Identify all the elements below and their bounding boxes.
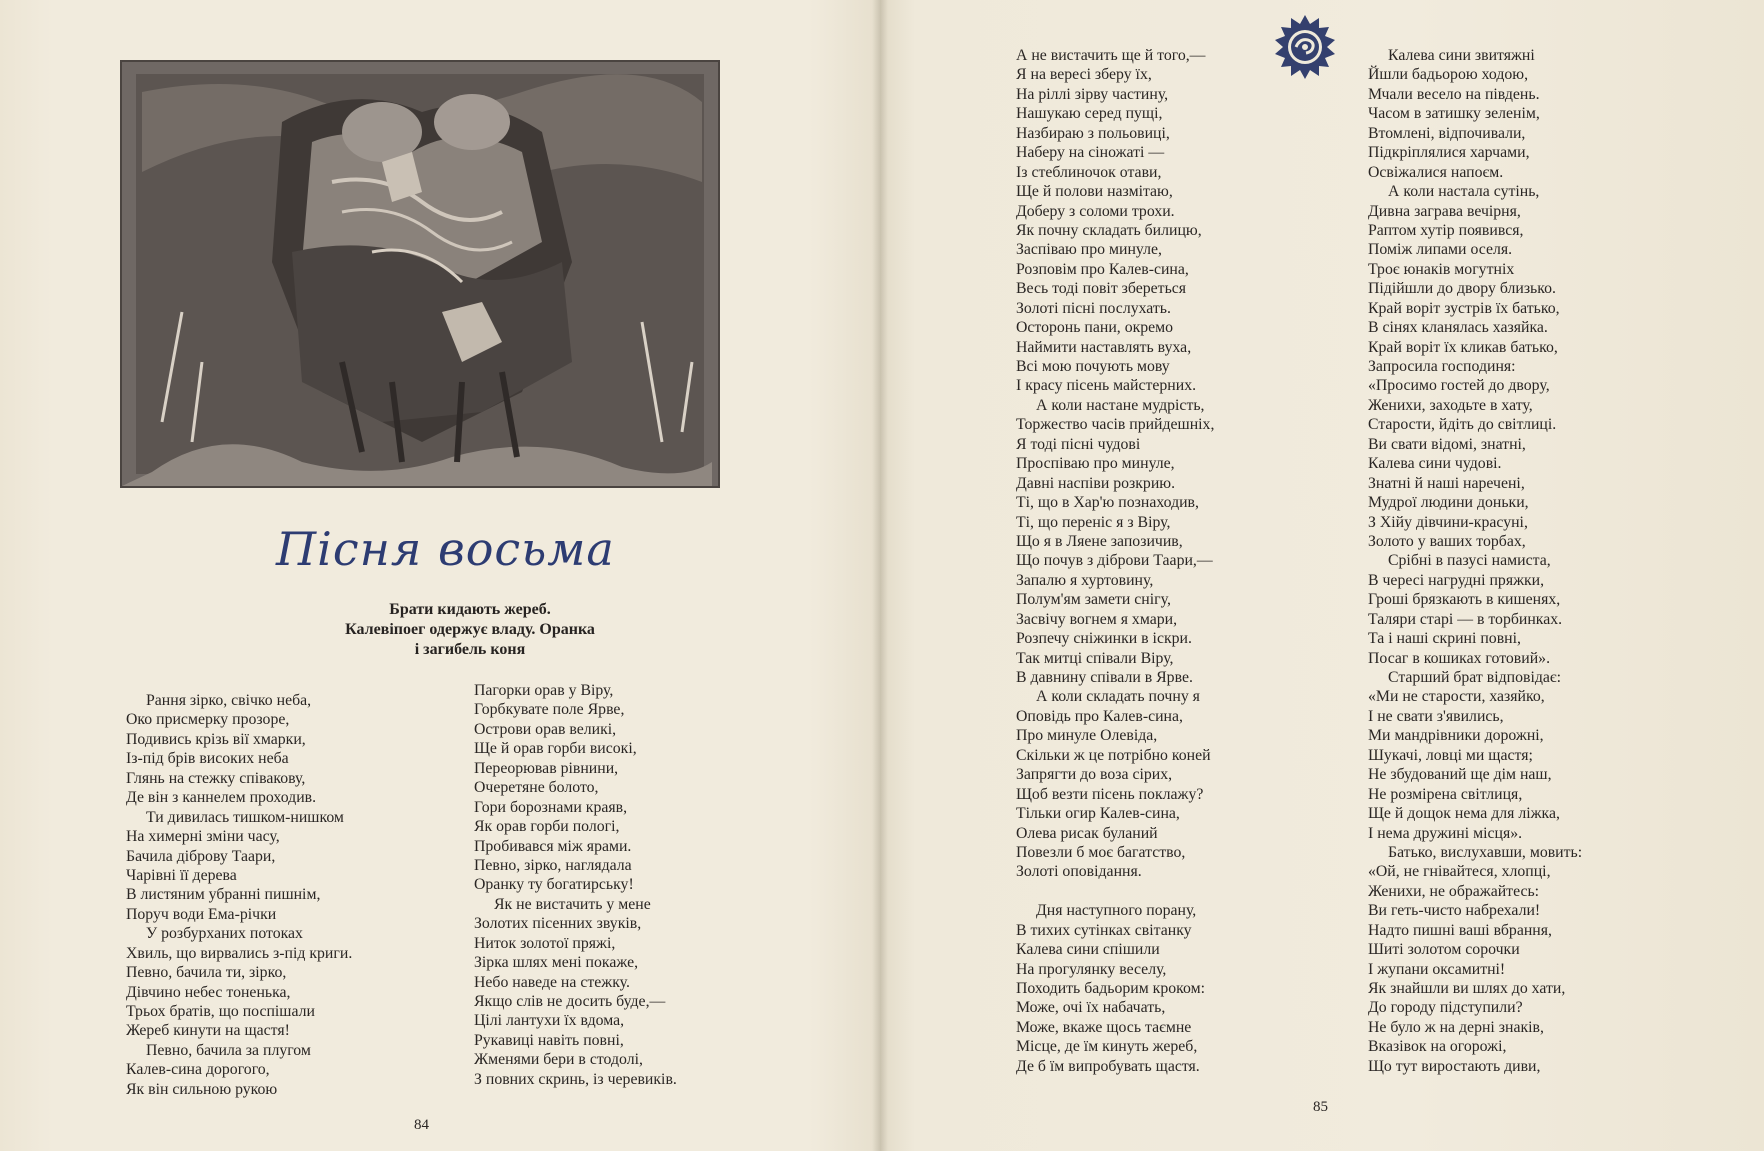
- verse-line: Заспіваю про минуле,: [1016, 241, 1162, 259]
- summary-line: Калевіпоег одержує владу. Оранка: [345, 621, 595, 638]
- verse-line: Де він з каннелем проходив.: [126, 789, 317, 807]
- verse-line: Не розмірена світлиця,: [1368, 785, 1523, 803]
- verse-line: Наберу на сіножаті —: [1016, 144, 1165, 162]
- verse-line: Запрягти до воза сірих,: [1016, 766, 1173, 784]
- verse-line: Дівчино небес тоненька,: [126, 983, 291, 1001]
- verse-line: Золото у ваших торбах,: [1368, 532, 1526, 550]
- verse-line: «Ой, не гнівайтеся, хлопці,: [1368, 863, 1551, 881]
- verse-line: Щоб везти пісень поклажу?: [1016, 785, 1204, 803]
- verse-line: Шиті золотом сорочки: [1368, 941, 1520, 959]
- verse-line: Старости, йдіть до світлиці.: [1368, 416, 1557, 434]
- verse-line: Гроші брязкають в кишенях,: [1368, 591, 1561, 609]
- verse-line: Ті, що переніс я з Віру,: [1016, 513, 1171, 531]
- verse-line: Глянь на стежку співакову,: [126, 769, 306, 787]
- verse-line: До городу підступили?: [1368, 999, 1523, 1017]
- verse-line: Цілі лантухи їх вдома,: [474, 1012, 625, 1030]
- ornamental-emblem-icon: [1272, 14, 1338, 80]
- verse-line: А коли складать почну я: [1036, 688, 1200, 706]
- verse-line: Певно, зірко, наглядала: [474, 856, 632, 874]
- verse-line: Ми мандрівники дорожні,: [1368, 727, 1544, 745]
- verse-line: Доберу з соломи трохи.: [1016, 202, 1175, 220]
- verse-line: Женихи, заходьте в хату,: [1368, 396, 1533, 414]
- verse-line: Підійшли до двору близько.: [1368, 280, 1556, 298]
- verse-line: Поміж липами оселя.: [1368, 241, 1513, 259]
- verse-line: Певно, бачила за плугом: [146, 1041, 311, 1059]
- verse-line: Старший брат відповідає:: [1388, 669, 1562, 686]
- verse-line: Чарівні її дерева: [126, 866, 237, 884]
- verse-line: Золоті оповідання.: [1016, 863, 1142, 881]
- verse-line: Знатні й наші наречені,: [1368, 474, 1525, 492]
- verse-line: «Просимо гостей до двору,: [1368, 377, 1550, 395]
- verse-line: Не було ж на дерні знаків,: [1368, 1018, 1544, 1036]
- verse-line: Повезли б моє багатство,: [1016, 843, 1186, 861]
- verse-line: Раптом хутір появився,: [1368, 221, 1524, 239]
- verse-line: Не збудований ще дім наш,: [1368, 766, 1552, 784]
- verse-line: Мудрої людини доньки,: [1368, 494, 1529, 512]
- embracing-figures-engraving: [122, 62, 718, 486]
- verse-line: Ти дивилась тишком-нишком: [146, 808, 344, 826]
- verse-line: Женихи, не ображайтесь:: [1368, 882, 1540, 900]
- verse-line: Край воріт їх кликав батько,: [1368, 338, 1558, 356]
- verse-line: Гори борознами краяв,: [474, 798, 628, 816]
- verse-line: Запросила господиня:: [1368, 358, 1516, 375]
- verse-line: Я тоді пісні чудові: [1016, 435, 1141, 453]
- verse-line: Вказівок на огорожі,: [1368, 1038, 1507, 1056]
- verse-line: Срібні в пазусі намиста,: [1388, 552, 1551, 570]
- verse-line: На химерні зміни часу,: [126, 828, 280, 846]
- verse-line: Осторонь пани, окремо: [1016, 319, 1174, 337]
- verse-line: Хвиль, що вирвались з-під криги.: [126, 944, 353, 962]
- verse-line: І красу пісень майстерних.: [1016, 377, 1197, 395]
- verse-column-left-2: [474, 681, 677, 1089]
- verse-line: Острови орав великі,: [474, 720, 617, 738]
- verse-line: Таляри старі — в торбинках.: [1368, 610, 1563, 628]
- verse-line: Калева сини чудові.: [1368, 455, 1502, 473]
- verse-line: Жменями бери в стодолі,: [474, 1051, 643, 1069]
- verse-line: Переорював рівнини,: [474, 759, 619, 777]
- verse-line: А не вистачить ще й того,—: [1016, 47, 1206, 64]
- verse-line: Поруч води Ема-річки: [126, 905, 277, 923]
- verse-line: Полум'ям замети снігу,: [1016, 591, 1171, 609]
- verse-line: Жереб кинути на щастя!: [126, 1022, 290, 1040]
- verse-line: З Хійу дівчини-красуні,: [1368, 513, 1528, 531]
- verse-line: Ще й дощок нема для ліжка,: [1368, 805, 1560, 823]
- verse-line: Дивна заграва вечірня,: [1368, 202, 1521, 220]
- verse-line: Що тут виростають диви,: [1368, 1057, 1541, 1075]
- verse-line: Розповім про Калев-сина,: [1016, 260, 1189, 278]
- verse-line: Оповідь про Калев-сина,: [1016, 707, 1183, 725]
- verse-line: Оранку ту богатирську!: [474, 876, 634, 894]
- verse-line: Я на вересі зберу їх,: [1016, 66, 1152, 84]
- verse-line: І не свати з'явились,: [1368, 707, 1504, 725]
- verse-line: У розбурханих потоках: [146, 925, 303, 943]
- verse-line: Із стеблиночок отави,: [1016, 163, 1162, 181]
- verse-line: Освіжалися напоєм.: [1368, 163, 1504, 181]
- verse-line: [1016, 882, 1214, 901]
- verse-line: Дня наступного порану,: [1036, 902, 1197, 920]
- verse-line: Горбкувате поле Ярве,: [474, 701, 625, 719]
- verse-line: Наймити наставлять вуха,: [1016, 338, 1192, 356]
- verse-line: Ви геть-чисто набрехали!: [1368, 902, 1541, 920]
- verse-line: Небо наведе на стежку.: [474, 973, 630, 991]
- verse-column-left-1: [126, 691, 352, 1099]
- left-page: [0, 0, 880, 1151]
- verse-line: А коли настане мудрість,: [1036, 396, 1205, 414]
- verse-line: Трьох братів, що поспішали: [126, 1003, 315, 1020]
- verse-line: Край воріт зустрів їх батько,: [1368, 299, 1560, 317]
- verse-column-right-1: [1016, 46, 1214, 1076]
- verse-line: Назбираю з польовиці,: [1016, 124, 1170, 142]
- verse-line: Часом в затишку зеленім,: [1368, 105, 1540, 123]
- verse-line: Тільки огир Калев-сина,: [1016, 805, 1180, 823]
- verse-line: Засвічу вогнем я хмари,: [1016, 610, 1178, 628]
- verse-line: Калева сини звитяжні: [1388, 47, 1535, 64]
- verse-line: Посаг в кошиках готовий».: [1368, 649, 1551, 667]
- summary-line: Брати кидають жереб.: [389, 601, 551, 618]
- chapter-summary: [220, 600, 720, 660]
- verse-line: Запалю я хуртовину,: [1016, 571, 1154, 589]
- summary-line: і загибель коня: [414, 641, 526, 658]
- verse-line: Калев-сина дорогого,: [126, 1061, 270, 1079]
- verse-line: Золоті пісні послухать.: [1016, 299, 1171, 317]
- verse-line: А коли настала сутінь,: [1388, 183, 1540, 201]
- verse-line: З повних скринь, із черевиків.: [474, 1070, 677, 1088]
- verse-line: Пагорки орав у Віру,: [474, 682, 614, 699]
- verse-line: Підкріплялися харчами,: [1368, 144, 1530, 162]
- verse-line: Всі мою почують мову: [1016, 358, 1170, 375]
- verse-line: Торжество часів прийдешніх,: [1016, 416, 1215, 434]
- verse-line: Розпечу сніжинки в іскри.: [1016, 630, 1192, 648]
- verse-line: Рання зірко, свічко неба,: [146, 692, 312, 709]
- verse-line: Батько, вислухавши, мовить:: [1388, 843, 1583, 861]
- verse-line: На ріллі зірву частину,: [1016, 85, 1169, 103]
- verse-line: Скільки ж це потрібно коней: [1016, 746, 1211, 764]
- verse-line: Як він сильною рукою: [126, 1080, 278, 1098]
- verse-line: Де б їм випробувать щастя.: [1016, 1057, 1200, 1075]
- verse-line: В чересі нагрудні пряжки,: [1368, 571, 1545, 589]
- verse-line: На прогулянку веселу,: [1016, 960, 1167, 978]
- verse-line: Як орав горби пологі,: [474, 818, 620, 836]
- verse-line: Втомлені, відпочивали,: [1368, 124, 1526, 142]
- verse-line: Так митці співали Віру,: [1016, 649, 1174, 667]
- verse-line: Шукачі, ловці ми щастя;: [1368, 746, 1533, 764]
- verse-line: І нема дружині місця».: [1368, 824, 1523, 842]
- page-number-left: 84: [414, 1117, 429, 1133]
- verse-line: Весь тоді повіт збереться: [1016, 280, 1187, 298]
- verse-line: В листяним убранні пишнім,: [126, 886, 321, 904]
- verse-line: Пробивався між ярами.: [474, 837, 632, 855]
- verse-line: Подивись крізь вії хмарки,: [126, 730, 306, 748]
- verse-line: Мчали весело на південь.: [1368, 85, 1540, 103]
- verse-line: Бачила діброву Таари,: [126, 847, 276, 865]
- verse-line: Золотих пісенних звуків,: [474, 915, 642, 933]
- verse-line: Як не вистачить у мене: [494, 895, 651, 913]
- verse-line: Ще й орав горби високі,: [474, 740, 637, 758]
- verse-line: Ниток золотої пряжі,: [474, 934, 616, 952]
- verse-line: В давнину співали в Ярве.: [1016, 669, 1193, 686]
- verse-line: Місце, де їм кинуть жереб,: [1016, 1038, 1198, 1056]
- verse-line: Про минуле Олевіда,: [1016, 727, 1158, 745]
- verse-line: Ті, що в Хар'ю познаходив,: [1016, 494, 1199, 512]
- verse-line: В сінях кланялась хазяйка.: [1368, 319, 1548, 337]
- verse-line: Походить бадьорим кроком:: [1016, 980, 1206, 997]
- right-page: [880, 0, 1764, 1151]
- verse-line: Із-під брів високих неба: [126, 750, 289, 768]
- verse-line: Зірка шлях мені покаже,: [474, 954, 639, 972]
- verse-line: Троє юнаків могутніх: [1368, 260, 1515, 278]
- verse-line: Проспіваю про минуле,: [1016, 455, 1175, 473]
- verse-column-right-2: [1368, 46, 1582, 1076]
- gutter: [872, 0, 888, 1151]
- verse-line: Може, очі їх набачать,: [1016, 999, 1166, 1017]
- verse-line: Як знайшли ви шлях до хати,: [1368, 980, 1566, 997]
- verse-line: Око присмерку прозоре,: [126, 711, 290, 729]
- verse-line: Очеретяне болото,: [474, 779, 599, 797]
- verse-line: Як почну складать билицю,: [1016, 221, 1202, 239]
- verse-line: Олева рисак буланий: [1016, 824, 1158, 842]
- verse-line: Ще й полови назмітаю,: [1016, 183, 1173, 201]
- page-number-right: 85: [1313, 1099, 1328, 1115]
- verse-line: Калева сини спішили: [1016, 941, 1160, 959]
- verse-line: Надто пишні ваші вбрання,: [1368, 921, 1552, 939]
- verse-line: Може, вкаже щось таємне: [1016, 1018, 1192, 1036]
- illustration: [120, 60, 720, 488]
- verse-line: Та і наші скрині повні,: [1368, 630, 1521, 648]
- verse-line: Що я в Ляене запозичив,: [1016, 532, 1183, 550]
- verse-line: Нашукаю серед пущі,: [1016, 105, 1163, 123]
- verse-line: Якщо слів не досить буде,—: [474, 993, 666, 1010]
- verse-line: Певно, бачила ти, зірко,: [126, 964, 287, 982]
- verse-line: Рукавиці навіть повні,: [474, 1031, 624, 1049]
- verse-line: В тихих сутінках світанку: [1016, 921, 1192, 939]
- verse-line: І жупани оксамитні!: [1368, 960, 1506, 978]
- verse-line: Ви свати відомі, знатні,: [1368, 435, 1526, 453]
- verse-line: Що почув з діброви Таари,—: [1016, 552, 1213, 570]
- verse-line: Давні наспіви розкрию.: [1016, 474, 1176, 492]
- verse-line: Йшли бадьорою ходою,: [1368, 66, 1529, 84]
- song-title: Пісня восьма: [276, 522, 615, 576]
- verse-line: «Ми не старости, хазяйко,: [1368, 688, 1545, 706]
